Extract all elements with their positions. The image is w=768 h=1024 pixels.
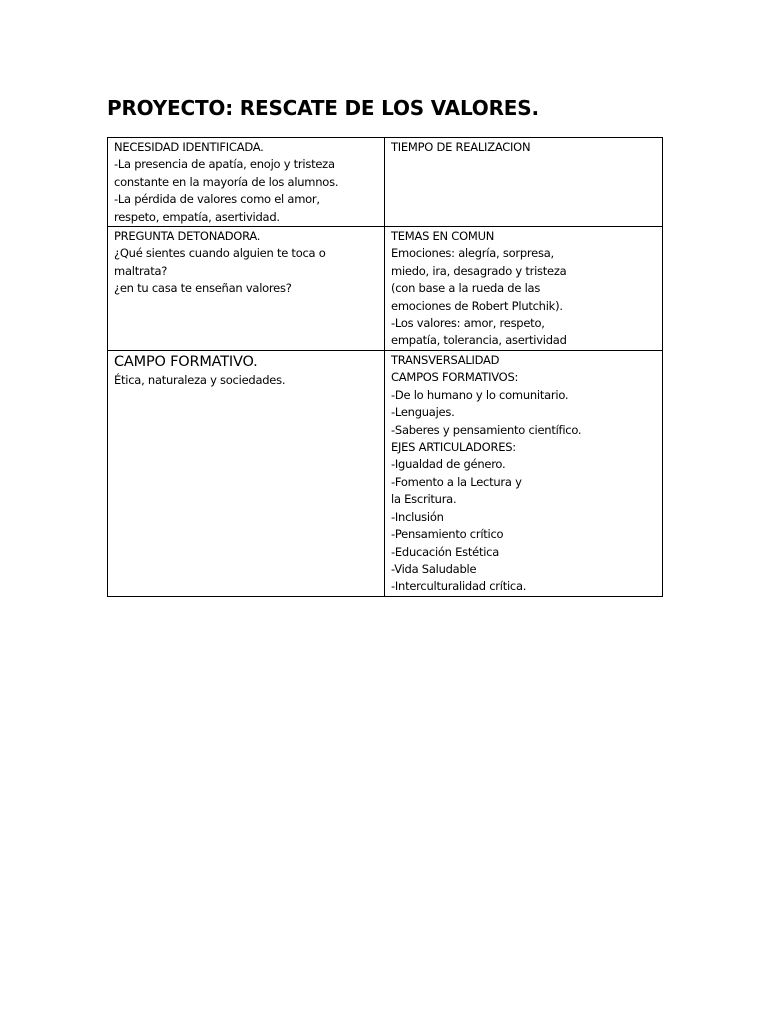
page-title: PROYECTO: RESCATE DE LOS VALORES.: [107, 96, 539, 120]
transversalidad-line: -De lo humano y lo comunitario.: [391, 387, 569, 402]
transversalidad-line: -Educación Estética: [391, 544, 500, 559]
temas-line: -Los valores: amor, respeto,: [391, 316, 545, 331]
temas-line: Emociones: alegría, sorpresa,: [391, 246, 554, 261]
table-row: [108, 351, 663, 597]
pregunta-heading: PREGUNTA DETONADORA.: [114, 229, 261, 244]
transversalidad-line: -Interculturalidad crítica.: [391, 579, 527, 594]
temas-line: (con base a la rueda de las: [391, 281, 541, 296]
necesidad-line: constante en la mayoría de los alumnos.: [114, 174, 339, 189]
transversalidad-line: CAMPOS FORMATIVOS:: [391, 370, 519, 385]
table-row: [108, 227, 663, 351]
necesidad-line: respeto, empatía, asertividad.: [114, 209, 280, 224]
tiempo-heading: TIEMPO DE REALIZACION: [391, 140, 531, 154]
cell-necesidad: [108, 138, 385, 227]
temas-line: miedo, ira, desagrado y tristeza: [391, 263, 567, 278]
necesidad-line: -La pérdida de valores como el amor,: [114, 192, 320, 207]
transversalidad-line: -Saberes y pensamiento científico.: [391, 422, 582, 437]
table-row: [108, 138, 663, 227]
transversalidad-line: -Igualdad de género.: [391, 457, 506, 472]
transversalidad-line: -Fomento a la Lectura y: [391, 474, 522, 489]
campo-heading: CAMPO FORMATIVO.: [114, 354, 258, 371]
cell-transversalidad: [385, 351, 663, 597]
transversalidad-line: -Lenguajes.: [391, 405, 455, 420]
project-table: [107, 137, 663, 597]
campo-line: Ética, naturaleza y sociedades.: [114, 373, 286, 388]
transversalidad-line: -Pensamiento crítico: [391, 527, 504, 542]
transversalidad-heading: TRANSVERSALIDAD: [391, 353, 500, 368]
pregunta-line: ¿en tu casa te enseñan valores?: [114, 281, 292, 296]
cell-campo: [108, 351, 385, 597]
transversalidad-line: -Vida Saludable: [391, 561, 477, 576]
transversalidad-line: la Escritura.: [391, 492, 457, 507]
transversalidad-line: EJES ARTICULADORES:: [391, 440, 516, 455]
pregunta-line: ¿Qué sientes cuando alguien te toca o: [114, 246, 326, 261]
necesidad-heading: NECESIDAD IDENTIFICADA.: [114, 140, 264, 154]
temas-heading: TEMAS EN COMUN: [391, 229, 495, 244]
pregunta-line: maltrata?: [114, 263, 168, 278]
necesidad-line: -La presencia de apatía, enojo y tristeza: [114, 157, 335, 172]
cell-pregunta: [108, 227, 385, 351]
temas-line: emociones de Robert Plutchik).: [391, 298, 563, 313]
cell-tiempo: [385, 138, 663, 227]
cell-temas: [385, 227, 663, 351]
temas-line: empatía, tolerancia, asertividad: [391, 333, 567, 348]
transversalidad-line: -Inclusión: [391, 509, 444, 524]
